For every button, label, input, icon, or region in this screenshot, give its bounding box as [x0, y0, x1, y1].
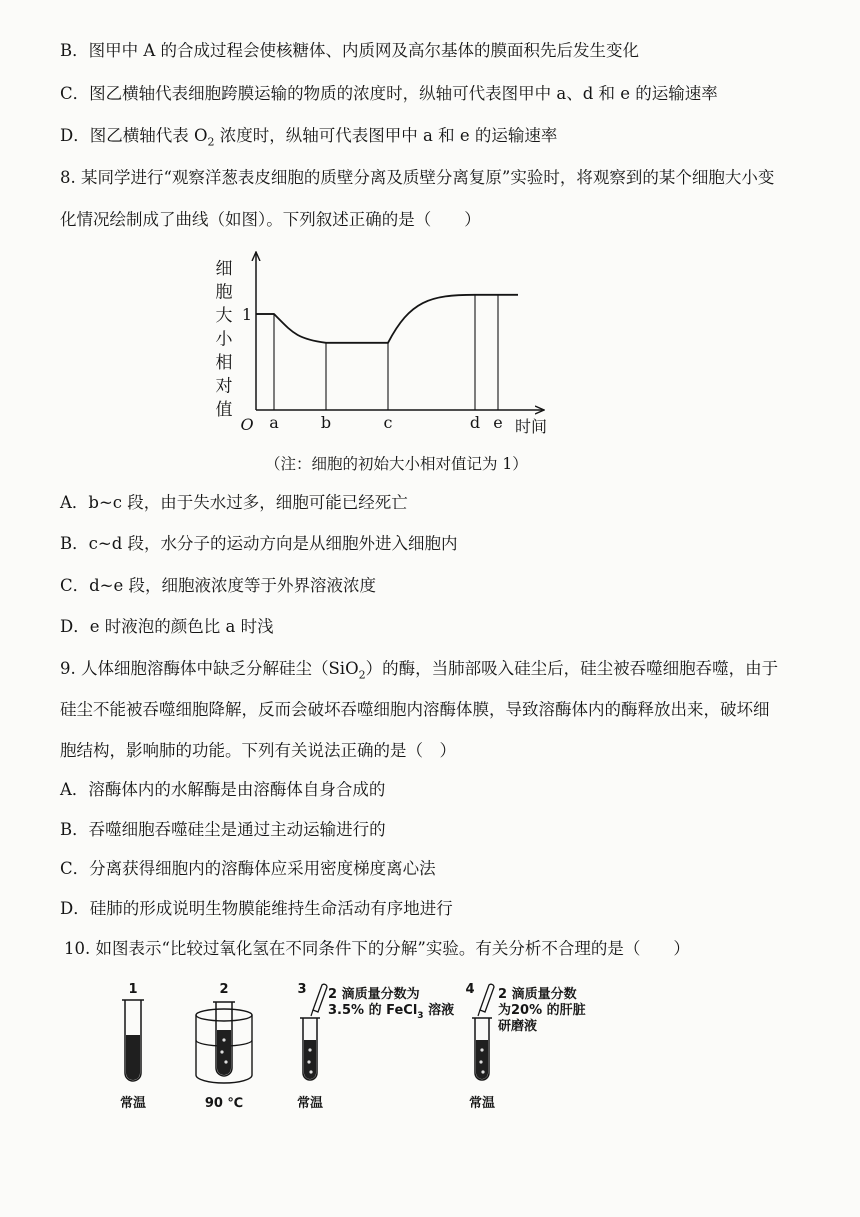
tube-2-condition: 90 ℃ — [204, 1096, 244, 1111]
chart-ylabel — [216, 259, 234, 420]
test-tube-figure — [0, 975, 860, 1125]
q9-option-c: C．分离获得细胞内的溶酶体应采用密度梯度离心法 — [60, 859, 436, 878]
x-tick-label-c: c — [383, 413, 393, 432]
tube-3 — [300, 1018, 320, 1080]
q9-stem-line2: 硅尘不能被吞噬细胞降解，反而会破坏吞噬细胞内溶酶体膜，导致溶酶体内的酶释放出来，破坏细 — [60, 700, 770, 719]
q8-stem-line1: 8. 某同学进行“观察洋葱表皮细胞的质壁分离及质壁分离复原”实验时，将观察到的某个细胞大小变 — [60, 168, 775, 187]
q8-option-d: D．e 时液泡的颜色比 a 时浅 — [60, 617, 274, 636]
tube-2-number: 2 — [219, 982, 229, 997]
tube-1-number: 1 — [128, 982, 138, 997]
chart-origin: O — [240, 415, 254, 434]
cell-size-curve — [256, 295, 518, 343]
q7-option-d-text-rest: 浓度时，纵轴可代表图甲中 a 和 e 的运输速率 — [214, 126, 558, 145]
x-tick-label-a: a — [269, 413, 279, 432]
chart-ylabel-char: 小 — [215, 329, 233, 350]
tube-3-note-text: 3.5% 的 FeCl — [328, 1003, 418, 1018]
q8-stem-line2: 化情况绘制成了曲线（如图）。下列叙述正确的是（ ） — [60, 210, 481, 229]
fecl3-subscript: 3 — [417, 1011, 424, 1021]
tube-3-note-text-rest: 溶液 — [423, 1003, 455, 1018]
x-tick-label-b: b — [320, 413, 332, 432]
q9-stem-line1 — [60, 658, 778, 686]
x-tick-label-d: d — [469, 413, 481, 432]
tube-2 — [213, 1002, 235, 1076]
chart-xlabel: 时间 — [514, 417, 548, 436]
tube-1-condition: 常温 — [119, 1096, 147, 1111]
dropper-3-icon — [311, 984, 327, 1016]
q7-option-c: C．图乙横轴代表细胞跨膜运输的物质的浓度时，纵轴可代表图甲中 a、d 和 e 的运输速率 — [60, 84, 718, 103]
chart-ylabel-char: 大 — [215, 306, 233, 326]
q8-option-b: B．c~d 段，水分子的运动方向是从细胞外进入细胞内 — [60, 534, 458, 553]
cell-size-chart — [0, 240, 860, 480]
q7-option-b: B．图甲中 A 的合成过程会使核糖体、内质网及高尔基体的膜面积先后发生变化 — [60, 41, 640, 60]
q10-stem: 10. 如图表示“比较过氧化氢在不同条件下的分解”实验。有关分析不合理的是（ ） — [64, 939, 690, 958]
tube-4 — [472, 1018, 492, 1080]
tube-1 — [122, 1000, 144, 1081]
sio2-subscript: 2 — [358, 668, 366, 682]
q7-option-d-text: D．图乙横轴代表 O — [60, 126, 208, 145]
q8-option-a: A．b~c 段，由于失水过多，细胞可能已经死亡 — [60, 493, 408, 512]
tube-3-number: 3 — [297, 982, 307, 997]
chart-ylabel-char: 对 — [215, 376, 233, 397]
y-tick-label: 1 — [241, 305, 253, 324]
tube-3-condition: 常温 — [296, 1096, 324, 1111]
q9-option-d: D．硅肺的形成说明生物膜能维持生命活动有序地进行 — [60, 899, 453, 918]
q9-option-a: A．溶酶体内的水解酶是由溶酶体自身合成的 — [60, 780, 386, 799]
tube-4-note-line2: 为20% 的肝脏 — [498, 1003, 586, 1018]
o2-subscript: 2 — [207, 135, 215, 149]
q8-option-c: C．d~e 段，细胞液浓度等于外界溶液浓度 — [60, 576, 377, 595]
tube-4-number: 4 — [465, 982, 475, 997]
q9-stem-line3: 胞结构，影响肺的功能。下列有关说法正确的是（ ） — [60, 741, 456, 760]
tube-3-note-line2 — [328, 1002, 454, 1021]
q9-stem-text-rest: ）的酶，当肺部吸入硅尘后，硅尘被吞噬细胞吞噬，由于 — [365, 659, 779, 678]
q7-option-d — [60, 125, 557, 153]
q9-stem-text: 9. 人体细胞溶酶体中缺乏分解硅尘（SiO — [60, 659, 359, 678]
chart-ylabel-char: 细 — [215, 259, 233, 279]
q8-chart-note: （注：细胞的初始大小相对值记为 1） — [265, 455, 528, 473]
chart-ylabel-char: 相 — [215, 353, 233, 373]
q9-option-b: B．吞噬细胞吞噬硅尘是通过主动运输进行的 — [60, 820, 386, 839]
tube-3-note-line1: 2 滴质量分数为 — [328, 987, 420, 1002]
tube-4-condition: 常温 — [468, 1096, 496, 1111]
x-tick-label-e: e — [493, 413, 503, 432]
chart-ylabel-char: 胞 — [215, 282, 233, 303]
chart-ylabel-char: 值 — [215, 400, 233, 420]
tube-4-note-line3: 研磨液 — [498, 1019, 538, 1034]
tube-4-note-line1: 2 滴质量分数 — [498, 987, 577, 1002]
dropper-4-icon — [478, 984, 494, 1016]
